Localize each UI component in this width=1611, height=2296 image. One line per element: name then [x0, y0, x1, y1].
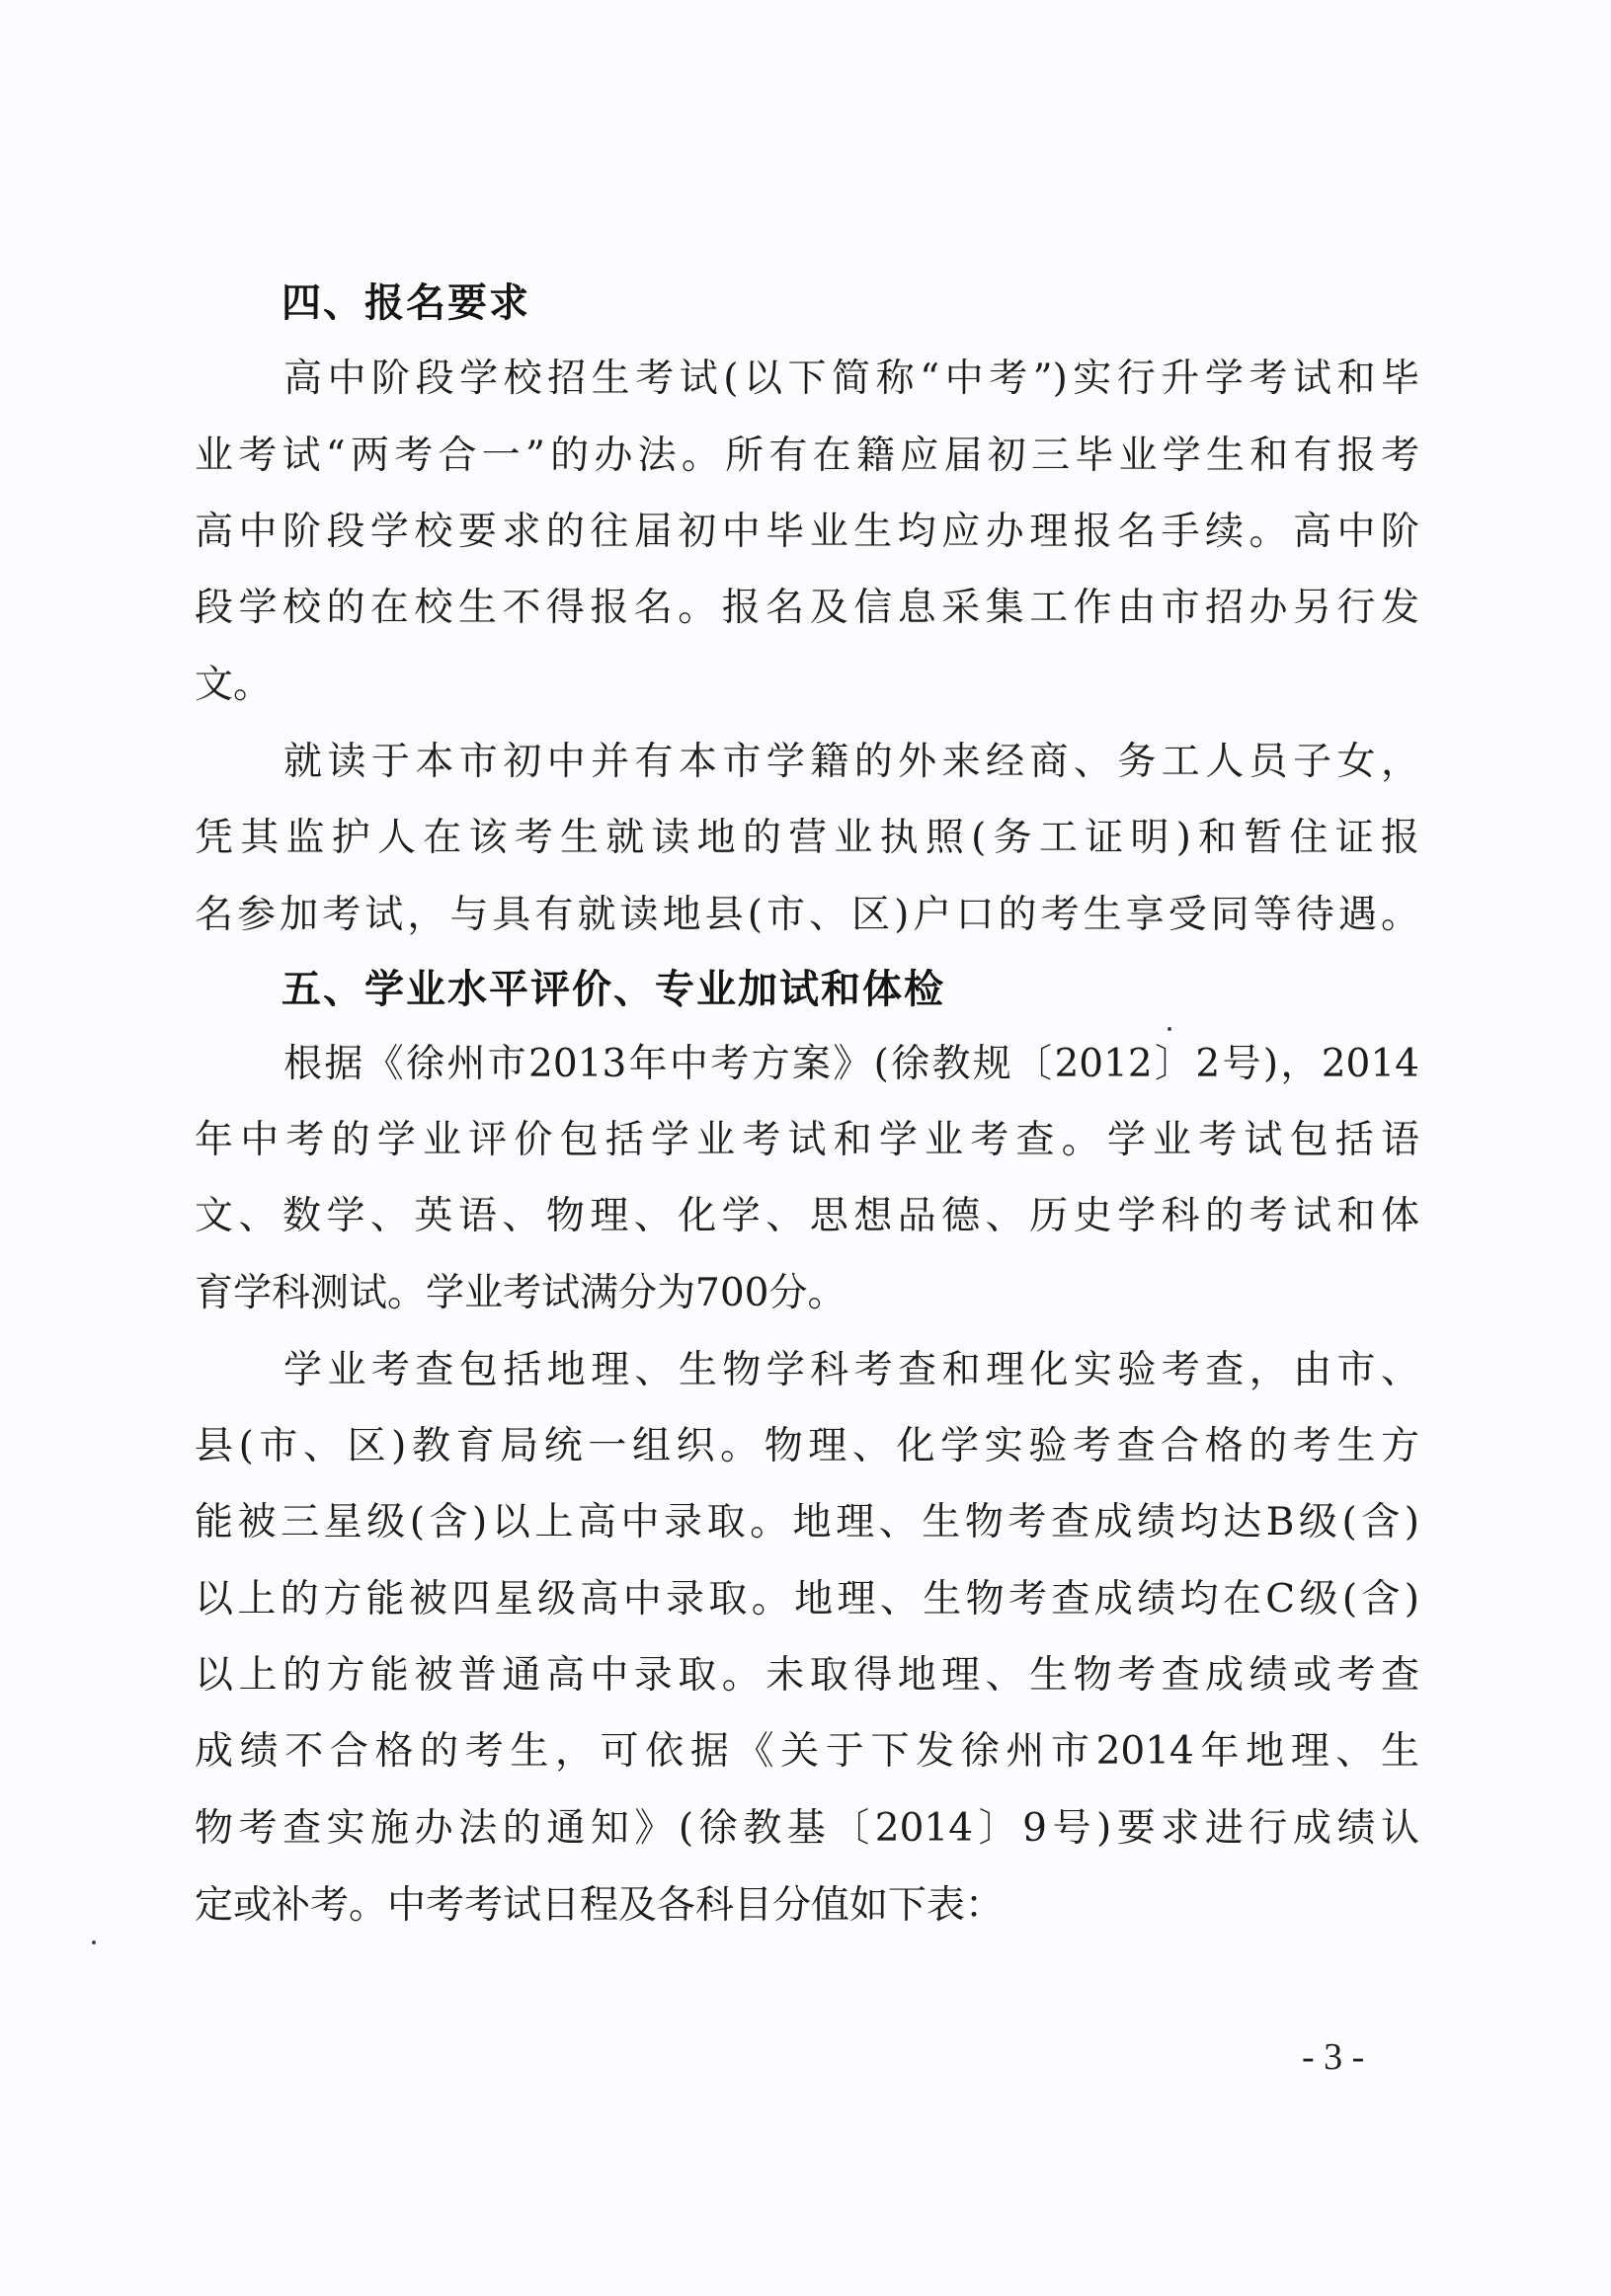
scan-speck [92, 1940, 96, 1944]
section-heading-evaluation: 五、学业水平评价、专业加试和体检 [282, 967, 945, 1012]
paragraph-line: 高中阶段学校要求的往届初中毕业生均应办理报名手续。高中阶 [195, 510, 1419, 554]
paragraph-line: 学业考查包括地理、生物学科考查和理化实验考查，由市、 [283, 1348, 1419, 1392]
scan-speck [1168, 1027, 1171, 1031]
paragraph-line: 以上的方能被普通高中录取。未取得地理、生物考查成绩或考查 [195, 1653, 1419, 1698]
paragraph-line: 文、数学、英语、物理、化学、思想品德、历史学科的考试和体 [195, 1194, 1419, 1238]
paragraph-line: 业考试“两考合一”的办法。所有在籍应届初三毕业学生和有报考 [195, 434, 1419, 478]
paragraph-line: 能被三星级(含)以上高中录取。地理、生物考查成绩均达B级(含) [195, 1500, 1419, 1544]
paragraph-line: 高中阶段学校招生考试(以下简称“中考”)实行升学考试和毕 [283, 356, 1419, 401]
paragraph-line: 县(市、区)教育局统一组织。物理、化学实验考查合格的考生方 [195, 1424, 1419, 1468]
paragraph-line: 以上的方能被四星级高中录取。地理、生物考查成绩均在C级(含) [195, 1577, 1419, 1622]
page-number: - 3 - [1302, 2036, 1365, 2078]
paragraph-line: 段学校的在校生不得报名。报名及信息采集工作由市招办另行发 [195, 586, 1419, 630]
paragraph-line: 育学科测试。学业考试满分为700分。 [195, 1271, 846, 1315]
paragraph-line: 年中考的学业评价包括学业考试和学业考查。学业考试包括语 [195, 1118, 1419, 1162]
paragraph-line: 凭其监护人在该考生就读地的营业执照(务工证明)和暂住证报 [195, 816, 1419, 860]
paragraph-line: 文。 [195, 663, 273, 707]
section-heading-registration: 四、报名要求 [282, 280, 530, 326]
paragraph-line: 根据《徐州市2013年中考方案》(徐教规〔2012〕2号)，2014 [283, 1042, 1419, 1086]
paragraph-line: 就读于本市初中并有本市学籍的外来经商、务工人员子女， [283, 740, 1419, 784]
paragraph-line: 成绩不合格的考生，可依据《关于下发徐州市2014年地理、生 [195, 1729, 1419, 1774]
paragraph-line: 物考查实施办法的通知》(徐教基〔2014〕9号)要求进行成绩认 [195, 1806, 1419, 1851]
paragraph-line: 定或补考。中考考试日程及各科目分值如下表： [195, 1883, 1005, 1928]
paragraph-line: 名参加考试，与具有就读地县(市、区)户口的考生享受同等待遇。 [195, 893, 1419, 937]
